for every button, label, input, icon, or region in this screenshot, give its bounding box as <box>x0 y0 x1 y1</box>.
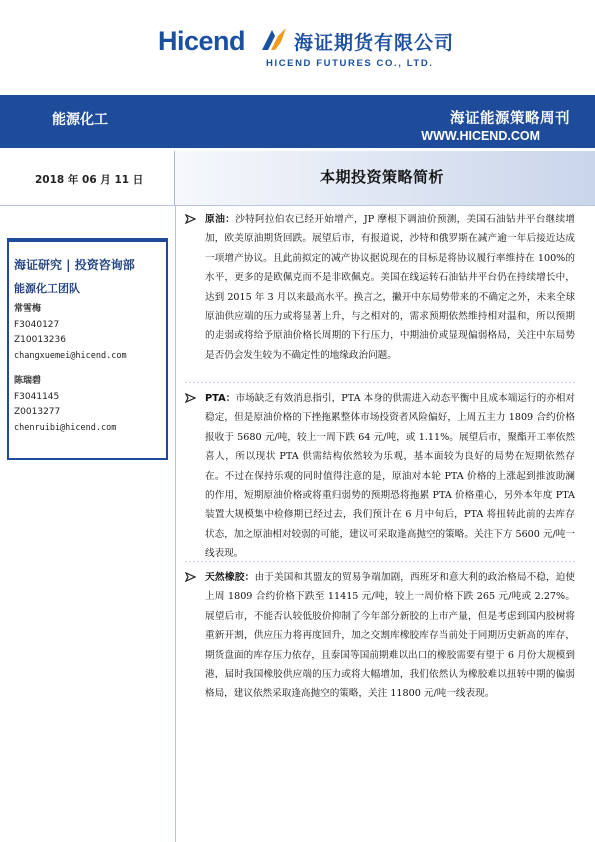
analyst-email[interactable]: changxuemei@hicend.com <box>14 350 127 361</box>
website-link[interactable]: WWW.HICEND.COM <box>421 129 540 143</box>
section-text: 沙特阿拉伯农已经开始增产，JP 摩根下调油价预测，美国石油钻井平台继续增加，欧美原油期货回跌。展望后市，有报道说，沙特和俄罗斯在减产逾一年后接近达成一项增产协议。且此前拟定的减产协议据说现在的目标是将协议履行率维持在 100%的水平，更多的是欧佩克而不是非欧佩克。美国在线运转石油钻井平台仍在持续增长中，达到 2015 年 3 月以来最高水平。换言之，撇开中东局势带来的不确定之外，未来全球原油供应端的压力或将显著上升，与之相对的，需求预期依然维持相对温和，所以预期的走弱或将给予原油价格长周期的下行压力，中期油价或显现偏弱格局，关注中东局势是否仍会发生较为不确定性的地缘政治问题。 <box>205 214 575 361</box>
analyst-license-id: F3041145 <box>14 391 60 402</box>
report-date: 2018 年 06 月 11 日 <box>35 174 144 186</box>
analyst-card <box>14 374 116 436</box>
section-pta <box>185 389 575 564</box>
header-rule <box>0 205 595 206</box>
section-paragraph <box>205 389 575 564</box>
section-divider <box>185 561 575 562</box>
analyst-card <box>14 302 127 364</box>
report-category: 能源化工 <box>52 112 108 128</box>
arrow-bullet-icon <box>185 572 196 582</box>
section-paragraph <box>205 568 575 704</box>
analyst-email[interactable]: chenruibi@hicend.com <box>14 422 117 433</box>
section-keyword: 天然橡胶： <box>205 572 255 583</box>
section-keyword: 原油： <box>205 214 236 225</box>
section-text: 市场缺乏有效消息指引，PTA 本身的供需进入动态平衡中且成本端运行的亦相对稳定，但是原油价格的下挫拖累整体市场投资者风险偏好，上周五主力 1809 合约价格报收于 5680 元/吨，较上一周下跌 64 元/吨，或 1.11%。展望后市，聚酯开工率依然喜人，所以现状 PTA 供需结构依然较为乐观，基本面较为良好的局势在短期依然存在。不过在保持乐观的同时值得注意的是，原油对本轮 PTA 价格的上涨起到推波助澜的作用，短期原油价格或将重归弱势的预期恐将拖累 PTA 价格重心，另外本年度 PTA 装置大规模集中检修期已经过去，我们预计在 6 月中旬后，PTA 将扭转此前的去库存状态，加之原油相对较弱的可能，建议可采取逢高抛空的策略。关注下方 5600 元/吨一线表现。 <box>205 393 576 560</box>
sidebar-divider <box>175 206 176 842</box>
logo-arrow-icon <box>258 24 288 54</box>
arrow-bullet-icon <box>185 214 196 224</box>
section-paragraph <box>205 210 575 365</box>
company-name-cn: 海证期货有限公司 <box>294 32 455 54</box>
publication-title: 海证能源策略周刊 <box>450 111 570 127</box>
analyst-name: 陈瑞碧 <box>14 376 42 386</box>
summary-title: 本期投资策略简析 <box>320 168 445 186</box>
department-heading: 海证研究 | 投资咨询部 <box>14 258 135 272</box>
section-text: 由于美国和其盟友的贸易争端加剧，西班牙和意大利的政治格局不稳，迫使上周 1809 合约价格下跌至 11415 元/吨，较上一周价格下跌 265 元/吨或 2.27%。展望后市，不能否认较低胶价抑制了今年部分新胶的上市产量，但是考虑到国内胶树将重新开割，供应压力将再度回升，加之交割库橡胶库存当前处于同期历史新高的库存，期货盘面的库存压力依存，且泰国等国前期难以出口的橡胶需要有望于 6 月份大规模到港，届时我国橡胶供应端的压力或将大幅增加，我们依然认为橡胶难以扭转中期的偏弱格局，建议依然采取逢高抛空的策略，关注 11800 元/吨一线表现。 <box>205 572 576 700</box>
company-name-en: HICEND FUTURES CO., LTD. <box>266 58 434 69</box>
arrow-bullet-icon <box>185 393 196 403</box>
analyst-name: 常雪梅 <box>14 304 42 314</box>
analyst-license-id: F3040127 <box>14 319 60 330</box>
analyst-consult-id: Z10013236 <box>14 335 66 345</box>
header-band <box>0 95 595 148</box>
column-divider <box>174 151 175 205</box>
logo-wordmark: Hicend <box>158 26 246 56</box>
section-keyword: PTA： <box>205 393 236 404</box>
company-logo <box>158 20 455 80</box>
team-name: 能源化工团队 <box>14 282 80 295</box>
section-crude-oil <box>185 210 575 365</box>
section-divider <box>185 382 575 383</box>
section-natural-rubber <box>185 568 575 704</box>
analyst-consult-id: Z0013277 <box>14 407 61 417</box>
